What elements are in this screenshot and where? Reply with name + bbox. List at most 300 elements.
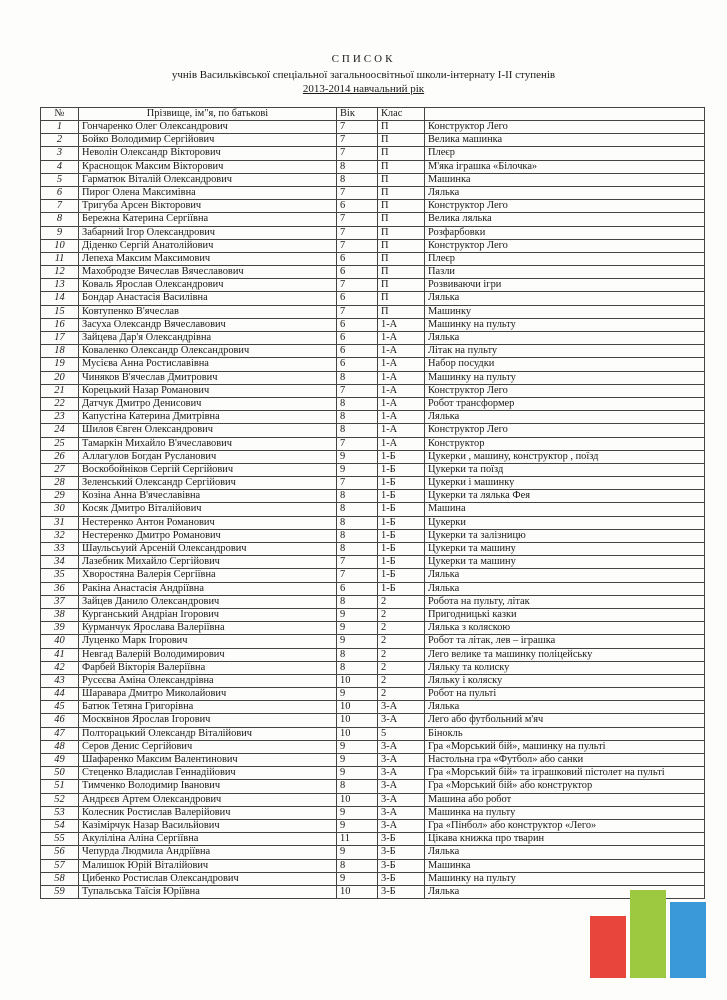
student-class: 2: [378, 622, 425, 635]
student-name: Тупальська Таїсія Юріївна: [79, 885, 337, 898]
table-row: [41, 529, 705, 542]
gift-wish: Цікава книжка про тварин: [425, 833, 705, 846]
student-name: Хворостяна Валерія Сергіївна: [79, 569, 337, 582]
gift-wish: Робот трансформер: [425, 397, 705, 410]
logo-red-block: [590, 916, 626, 978]
gift-wish: Машинку на пульту: [425, 318, 705, 331]
gift-wish: Велика лялька: [425, 213, 705, 226]
row-number: 45: [41, 701, 79, 714]
gift-wish: Цукерки та залізницю: [425, 529, 705, 542]
student-name: Полторацький Олександр Віталійович: [79, 727, 337, 740]
student-name: Діденко Сергій Анатолійович: [79, 239, 337, 252]
logo-blue-block: [670, 902, 706, 978]
gift-wish: Гра «Морський бій» або конструктор: [425, 780, 705, 793]
student-name: Нестеренко Дмитро Романович: [79, 529, 337, 542]
student-name: Корецький Назар Романович: [79, 384, 337, 397]
student-name: Краснощок Максим Вікторович: [79, 160, 337, 173]
student-class: 1-А: [378, 318, 425, 331]
table-row: [41, 833, 705, 846]
gift-wish: Цукерки і машинку: [425, 477, 705, 490]
student-name: Бережна Катерина Сергіївна: [79, 213, 337, 226]
table-row: [41, 305, 705, 318]
gift-wish: Настольна гра «Футбол» або санки: [425, 754, 705, 767]
student-name: Махобродзе Вячеслав Вячеславович: [79, 266, 337, 279]
row-number: 26: [41, 450, 79, 463]
table-row: [41, 186, 705, 199]
gift-wish: Цукерки та поїзд: [425, 463, 705, 476]
row-number: 28: [41, 477, 79, 490]
student-class: 1-Б: [378, 582, 425, 595]
student-age: 7: [337, 213, 378, 226]
row-number: 21: [41, 384, 79, 397]
student-name: Засуха Олександр Вячеславович: [79, 318, 337, 331]
row-number: 41: [41, 648, 79, 661]
header-gift: [425, 108, 705, 121]
student-age: 11: [337, 833, 378, 846]
table-row: [41, 780, 705, 793]
student-class: 3-Б: [378, 859, 425, 872]
student-name: Стеценко Владислав Геннадійович: [79, 767, 337, 780]
gift-wish: Конструктор: [425, 437, 705, 450]
row-number: 55: [41, 833, 79, 846]
table-row: [41, 252, 705, 265]
student-class: 1-Б: [378, 556, 425, 569]
student-class: 1-А: [378, 358, 425, 371]
table-header-row: [41, 108, 705, 121]
student-age: 8: [337, 424, 378, 437]
student-age: 9: [337, 767, 378, 780]
gift-wish: Конструктор Лего: [425, 239, 705, 252]
gift-wish: Літак на пульту: [425, 345, 705, 358]
student-name: Серов Денис Сергійович: [79, 740, 337, 753]
document-title: СПИСОК: [331, 53, 396, 65]
student-name: Тамаркін Михайло В'ячеславович: [79, 437, 337, 450]
gift-wish: Плеєр: [425, 147, 705, 160]
student-class: 1-Б: [378, 516, 425, 529]
gift-wish: Робот на пульті: [425, 688, 705, 701]
table-row: [41, 384, 705, 397]
row-number: 6: [41, 186, 79, 199]
student-age: 9: [337, 450, 378, 463]
student-name: Курманчук Ярослава Валеріївна: [79, 622, 337, 635]
student-class: 3-А: [378, 793, 425, 806]
student-age: 6: [337, 292, 378, 305]
student-class: П: [378, 173, 425, 186]
table-row: [41, 463, 705, 476]
student-name: Шаравара Дмитро Миколайович: [79, 688, 337, 701]
table-row: [41, 450, 705, 463]
student-class: П: [378, 134, 425, 147]
gift-wish: Машинку на пульту: [425, 872, 705, 885]
gift-wish: Цукерки та машину: [425, 556, 705, 569]
student-name: Тимченко Володимир Іванович: [79, 780, 337, 793]
student-class: 3-А: [378, 754, 425, 767]
student-age: 8: [337, 529, 378, 542]
gift-wish: Плеєр: [425, 252, 705, 265]
student-name: Акуліліна Аліна Сергіївна: [79, 833, 337, 846]
student-name: Гончаренко Олег Олександрович: [79, 121, 337, 134]
row-number: 30: [41, 503, 79, 516]
gift-wish: Машинка: [425, 859, 705, 872]
student-class: 3-А: [378, 740, 425, 753]
student-class: 2: [378, 674, 425, 687]
table-row: [41, 134, 705, 147]
student-class: П: [378, 292, 425, 305]
student-name: Мусієва Анна Ростиславівна: [79, 358, 337, 371]
student-class: П: [378, 160, 425, 173]
row-number: 29: [41, 490, 79, 503]
student-name: Ковтупенко В'ячеслав: [79, 305, 337, 318]
table-row: [41, 674, 705, 687]
student-age: 8: [337, 490, 378, 503]
student-name: Луценко Марк Ігорович: [79, 635, 337, 648]
table-row: [41, 661, 705, 674]
student-name: Коваль Ярослав Олександрович: [79, 279, 337, 292]
table-row: [41, 279, 705, 292]
gift-wish: Робот та літак, лев – іграшка: [425, 635, 705, 648]
student-name: Невгад Валерій Володимирович: [79, 648, 337, 661]
row-number: 12: [41, 266, 79, 279]
student-class: 2: [378, 648, 425, 661]
student-age: 9: [337, 754, 378, 767]
student-age: 9: [337, 463, 378, 476]
table-row: [41, 397, 705, 410]
gift-wish: Цукерки: [425, 516, 705, 529]
row-number: 38: [41, 608, 79, 621]
student-age: 7: [337, 226, 378, 239]
student-class: П: [378, 252, 425, 265]
row-number: 54: [41, 819, 79, 832]
gift-wish: Лялька з коляскою: [425, 622, 705, 635]
gift-wish: Конструктор Лего: [425, 424, 705, 437]
student-name: Казімірчук Назар Васильйович: [79, 819, 337, 832]
row-number: 59: [41, 885, 79, 898]
student-class: 1-Б: [378, 529, 425, 542]
student-age: 7: [337, 305, 378, 318]
table-row: [41, 648, 705, 661]
student-name: Нестеренко Антон Романович: [79, 516, 337, 529]
table-row: [41, 477, 705, 490]
gift-wish: Ляльку та колиску: [425, 661, 705, 674]
row-number: 17: [41, 332, 79, 345]
gift-wish: Цукерки , машину, конструктор , поїзд: [425, 450, 705, 463]
student-name: Пирог Олена Максимівна: [79, 186, 337, 199]
table-row: [41, 147, 705, 160]
student-class: 2: [378, 688, 425, 701]
student-class: П: [378, 147, 425, 160]
student-name: Лазебник Михайло Сергійович: [79, 556, 337, 569]
student-age: 7: [337, 569, 378, 582]
student-age: 6: [337, 200, 378, 213]
row-number: 47: [41, 727, 79, 740]
row-number: 25: [41, 437, 79, 450]
gift-wish: Розфарбовки: [425, 226, 705, 239]
table-row: [41, 688, 705, 701]
student-class: 1-Б: [378, 543, 425, 556]
row-number: 46: [41, 714, 79, 727]
student-class: П: [378, 200, 425, 213]
table-row: [41, 424, 705, 437]
student-class: П: [378, 279, 425, 292]
row-number: 22: [41, 397, 79, 410]
table-row: [41, 292, 705, 305]
row-number: 56: [41, 846, 79, 859]
gift-wish: Лялька: [425, 846, 705, 859]
table-row: [41, 595, 705, 608]
student-name: Зеленський Олександр Сергійович: [79, 477, 337, 490]
row-number: 1: [41, 121, 79, 134]
student-age: 8: [337, 160, 378, 173]
student-name: Зайцева Дар'я Олександрівна: [79, 332, 337, 345]
student-class: П: [378, 186, 425, 199]
student-age: 7: [337, 384, 378, 397]
student-age: 6: [337, 252, 378, 265]
gift-wish: Набор посудки: [425, 358, 705, 371]
gift-wish: Гра «Морський бій» та іграшковий пістолет на пульті: [425, 767, 705, 780]
gift-wish: Конструктор Лего: [425, 384, 705, 397]
table-row: [41, 503, 705, 516]
table-row: [41, 727, 705, 740]
row-number: 23: [41, 411, 79, 424]
row-number: 4: [41, 160, 79, 173]
table-row: [41, 806, 705, 819]
student-age: 9: [337, 872, 378, 885]
student-class: 2: [378, 595, 425, 608]
row-number: 42: [41, 661, 79, 674]
student-class: П: [378, 226, 425, 239]
gift-wish: Лялька: [425, 332, 705, 345]
logo-green-block: [630, 890, 666, 978]
table-row: [41, 226, 705, 239]
student-class: 1-Б: [378, 463, 425, 476]
row-number: 49: [41, 754, 79, 767]
row-number: 35: [41, 569, 79, 582]
student-class: П: [378, 121, 425, 134]
student-name: Лепеха Максим Максимович: [79, 252, 337, 265]
student-age: 10: [337, 885, 378, 898]
table-row: [41, 543, 705, 556]
gift-wish: Лялька: [425, 411, 705, 424]
student-name: Шаульсьуий Арсеній Олександрович: [79, 543, 337, 556]
row-number: 13: [41, 279, 79, 292]
student-name: Аллагулов Богдан Русланович: [79, 450, 337, 463]
student-class: 2: [378, 635, 425, 648]
student-name: Колесник Ростислав Валерійович: [79, 806, 337, 819]
gift-wish: Пазли: [425, 266, 705, 279]
student-name: Андрєєв Артем Олександрович: [79, 793, 337, 806]
gift-wish: Лялька: [425, 582, 705, 595]
gift-wish: Лего велике та машинку поліцейську: [425, 648, 705, 661]
student-class: 3-А: [378, 806, 425, 819]
header-age: Вік: [337, 108, 378, 121]
student-age: 10: [337, 714, 378, 727]
student-class: П: [378, 213, 425, 226]
student-age: 6: [337, 582, 378, 595]
gift-wish: Лялька: [425, 701, 705, 714]
student-age: 8: [337, 397, 378, 410]
row-number: 19: [41, 358, 79, 371]
student-name: Косяк Дмитро Віталійович: [79, 503, 337, 516]
student-age: 8: [337, 780, 378, 793]
student-class: 1-А: [378, 437, 425, 450]
student-class: 3-Б: [378, 872, 425, 885]
row-number: 18: [41, 345, 79, 358]
student-age: 7: [337, 186, 378, 199]
gift-wish: Машинку: [425, 305, 705, 318]
student-age: 8: [337, 503, 378, 516]
student-name: Тригуба Арсен Вікторович: [79, 200, 337, 213]
student-age: 10: [337, 727, 378, 740]
table-row: [41, 121, 705, 134]
table-row: [41, 872, 705, 885]
student-name: Шилов Євген Олександрович: [79, 424, 337, 437]
row-number: 52: [41, 793, 79, 806]
table-row: [41, 173, 705, 186]
student-name: Цибенко Ростислав Олександрович: [79, 872, 337, 885]
student-class: 3-А: [378, 714, 425, 727]
student-age: 8: [337, 859, 378, 872]
gift-wish: Розвиваючи ігри: [425, 279, 705, 292]
site-logo: [590, 890, 706, 980]
table-row: [41, 371, 705, 384]
gift-wish: Машинка на пульту: [425, 806, 705, 819]
student-class: П: [378, 305, 425, 318]
student-class: 3-Б: [378, 846, 425, 859]
student-name: Чиняков В'ячеслав Дмитрович: [79, 371, 337, 384]
student-name: Шафаренко Максим Валентинович: [79, 754, 337, 767]
gift-wish: Лялька: [425, 885, 705, 898]
student-class: П: [378, 239, 425, 252]
student-class: 1-Б: [378, 477, 425, 490]
student-age: 8: [337, 371, 378, 384]
row-number: 3: [41, 147, 79, 160]
table-row: [41, 859, 705, 872]
student-name: Бойко Володимир Сергійович: [79, 134, 337, 147]
gift-wish: Конструктор Лего: [425, 200, 705, 213]
student-age: 6: [337, 345, 378, 358]
student-age: 9: [337, 622, 378, 635]
table-row: [41, 740, 705, 753]
row-number: 32: [41, 529, 79, 542]
gift-wish: Ляльку і коляску: [425, 674, 705, 687]
table-row: [41, 490, 705, 503]
student-class: 1-А: [378, 397, 425, 410]
row-number: 14: [41, 292, 79, 305]
table-row: [41, 266, 705, 279]
gift-wish: Пригодницькі казки: [425, 608, 705, 621]
student-name: Чепурда Людмила Андріївна: [79, 846, 337, 859]
student-age: 9: [337, 819, 378, 832]
student-class: П: [378, 266, 425, 279]
table-row: [41, 358, 705, 371]
student-age: 6: [337, 266, 378, 279]
table-row: [41, 200, 705, 213]
row-number: 8: [41, 213, 79, 226]
table-row: [41, 556, 705, 569]
row-number: 20: [41, 371, 79, 384]
student-name: Козіна Анна В'ячеславівна: [79, 490, 337, 503]
student-name: Батюк Тетяна Григорівна: [79, 701, 337, 714]
student-age: 9: [337, 635, 378, 648]
gift-wish: Машина або робот: [425, 793, 705, 806]
student-class: 1-Б: [378, 490, 425, 503]
gift-wish: Цукерки та лялька Фея: [425, 490, 705, 503]
student-name: Зайцев Данило Олександрович: [79, 595, 337, 608]
student-age: 6: [337, 332, 378, 345]
table-row: [41, 819, 705, 832]
student-class: 1-Б: [378, 450, 425, 463]
student-age: 9: [337, 806, 378, 819]
row-number: 58: [41, 872, 79, 885]
student-age: 10: [337, 701, 378, 714]
student-age: 9: [337, 608, 378, 621]
student-age: 7: [337, 239, 378, 252]
table-row: [41, 213, 705, 226]
table-row: [41, 516, 705, 529]
table-row: [41, 754, 705, 767]
header-class: Клас: [378, 108, 425, 121]
student-name: Воскобойніков Сергій Сергійович: [79, 463, 337, 476]
gift-wish: Робота на пульту, літак: [425, 595, 705, 608]
student-age: 7: [337, 147, 378, 160]
row-number: 43: [41, 674, 79, 687]
gift-wish: М'яка іграшка «Білочка»: [425, 160, 705, 173]
student-name: Неволін Олександр Вікторович: [79, 147, 337, 160]
student-class: 1-А: [378, 345, 425, 358]
row-number: 15: [41, 305, 79, 318]
row-number: 37: [41, 595, 79, 608]
student-age: 8: [337, 173, 378, 186]
gift-wish: Гра «Морський бій», машинку на пульті: [425, 740, 705, 753]
table-row: [41, 701, 705, 714]
student-class: 1-Б: [378, 569, 425, 582]
table-row: [41, 160, 705, 173]
gift-wish: Лего або футбольний м'яч: [425, 714, 705, 727]
student-name: Бондар Анастасія Василівна: [79, 292, 337, 305]
gift-wish: Машина: [425, 503, 705, 516]
table-row: [41, 635, 705, 648]
table-row: [41, 411, 705, 424]
row-number: 34: [41, 556, 79, 569]
student-class: 1-А: [378, 411, 425, 424]
student-age: 7: [337, 134, 378, 147]
table-body: [41, 121, 705, 899]
student-name: Гарматюк Віталій Олександрович: [79, 173, 337, 186]
table-row: [41, 767, 705, 780]
row-number: 39: [41, 622, 79, 635]
row-number: 10: [41, 239, 79, 252]
student-age: 10: [337, 674, 378, 687]
table-row: [41, 793, 705, 806]
student-age: 6: [337, 318, 378, 331]
row-number: 36: [41, 582, 79, 595]
gift-wish: Цукерки та машину: [425, 543, 705, 556]
student-age: 9: [337, 740, 378, 753]
table-row: [41, 239, 705, 252]
student-name: Русєєва Аміна Олександрівна: [79, 674, 337, 687]
student-class: 3-А: [378, 780, 425, 793]
table-row: [41, 437, 705, 450]
row-number: 40: [41, 635, 79, 648]
table-row: [41, 582, 705, 595]
student-name: Забарний Ігор Олександрович: [79, 226, 337, 239]
student-name: Курганський Андріан Ігорович: [79, 608, 337, 621]
row-number: 48: [41, 740, 79, 753]
student-age: 7: [337, 556, 378, 569]
gift-wish: Машинка: [425, 173, 705, 186]
student-name: Ракіна Анастасія Андріївна: [79, 582, 337, 595]
header-name: Прізвище, ім"я, по батькові: [79, 108, 337, 121]
